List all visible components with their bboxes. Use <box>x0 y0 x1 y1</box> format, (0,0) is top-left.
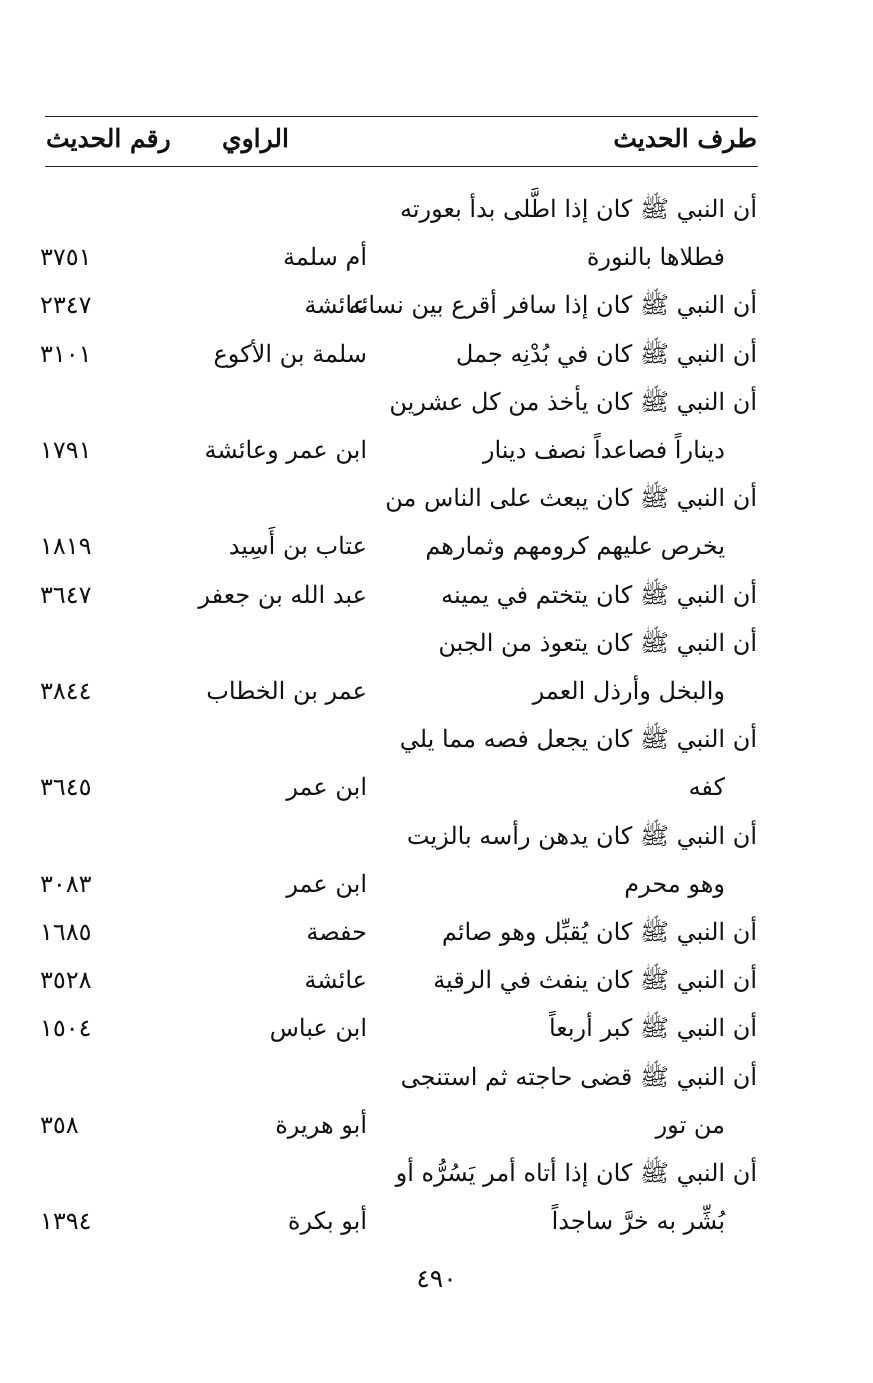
hadith-text: أن النبي ﷺ كان إذا سافر أقرع بين نسائه <box>348 291 757 320</box>
table-row <box>0 957 873 1005</box>
narrator: ابن عمر <box>286 773 367 802</box>
narrator: أبو بكرة <box>287 1207 367 1236</box>
table-row <box>0 1102 873 1150</box>
hadith-text: وهو محرم <box>624 869 725 898</box>
hadith-text: أن النبي ﷺ كان يدهن رأسه بالزيت <box>406 821 757 850</box>
table-row <box>0 1005 873 1053</box>
hadith-number: ٢٣٤٧ <box>40 291 92 320</box>
narrator: عتاب بن أَسِيد <box>228 532 367 561</box>
column-header-number: رقم الحديث <box>46 124 171 153</box>
narrator: حفصة <box>306 918 367 946</box>
table-row <box>0 379 873 427</box>
table-row <box>0 427 873 475</box>
hadith-number: ١٦٨٥ <box>40 918 92 946</box>
table-row <box>0 1054 873 1102</box>
table-row <box>0 234 873 282</box>
hadith-number: ١٧٩١ <box>40 436 92 464</box>
narrator: أبو هريرة <box>275 1110 367 1139</box>
table-row <box>0 813 873 861</box>
table-row <box>0 1150 873 1198</box>
table-row <box>0 909 873 957</box>
hadith-text: أن النبي ﷺ كان يُقبِّل وهو صائم <box>441 918 757 946</box>
narrator: ابن عمر وعائشة <box>204 436 367 464</box>
hadith-number: ١٨١٩ <box>40 532 92 561</box>
table-row <box>0 1198 873 1246</box>
hadith-text: أن النبي ﷺ قضى حاجته ثم استنجى <box>400 1062 757 1091</box>
table-row <box>0 764 873 812</box>
hadith-number: ٣٧٥١ <box>40 243 92 272</box>
table-row <box>0 716 873 764</box>
table-row <box>0 572 873 620</box>
hadith-text: يخرص عليهم كرومهم وثمارهم <box>425 532 725 561</box>
narrator: عائشة <box>304 291 367 320</box>
hadith-text: كفه <box>688 773 725 802</box>
narrator: عائشة <box>304 966 367 995</box>
table-row <box>0 523 873 571</box>
table-row <box>0 668 873 716</box>
table-row <box>0 475 873 523</box>
hadith-text: أن النبي ﷺ كان يأخذ من كل عشرين <box>389 387 757 416</box>
hadith-number: ٣٠٨٣ <box>40 869 92 898</box>
hadith-number: ٣٥٢٨ <box>40 966 92 995</box>
hadith-number: ٣١٠١ <box>40 339 92 368</box>
table-row <box>0 186 873 234</box>
hadith-number: ٣٨٤٤ <box>40 677 92 705</box>
table-row <box>0 861 873 909</box>
hadith-text: أن النبي ﷺ كان في بُدْنِه جمل <box>455 339 757 368</box>
hadith-text: أن النبي ﷺ كان يتختم في يمينه <box>441 580 757 609</box>
table-row <box>0 620 873 668</box>
table-row <box>0 282 873 330</box>
column-header-narrator: الراوي <box>222 124 289 153</box>
hadith-text: أن النبي ﷺ كان إذا أتاه أمر يَسُرُّه أو <box>395 1159 757 1187</box>
hadith-text: والبخل وأرذل العمر <box>532 677 725 705</box>
hadith-text: من تور <box>655 1110 725 1139</box>
hadith-text: بُشِّر به خرَّ ساجداً <box>551 1207 725 1236</box>
table-row <box>0 331 873 379</box>
hadith-number: ٣٥٨ <box>40 1110 79 1139</box>
hadith-text: أن النبي ﷺ كان يتعوذ من الجبن <box>438 628 757 657</box>
hadith-number: ١٣٩٤ <box>40 1207 92 1236</box>
hadith-number: ٣٦٤٧ <box>40 580 92 609</box>
hadith-text: أن النبي ﷺ كبر أربعاً <box>548 1014 757 1043</box>
hadith-number: ١٥٠٤ <box>40 1014 92 1043</box>
hadith-number: ٣٦٤٥ <box>40 773 92 802</box>
narrator: عبد الله بن جعفر <box>198 580 367 609</box>
narrator: ابن عمر <box>286 869 367 898</box>
narrator: عمر بن الخطاب <box>206 677 367 705</box>
column-header-hadith: طرف الحديث <box>613 124 757 153</box>
narrator: ابن عباس <box>269 1014 367 1043</box>
hadith-text: ديناراً فصاعداً نصف دينار <box>482 436 725 464</box>
hadith-text: أن النبي ﷺ كان يبعث على الناس من <box>385 484 757 513</box>
hadith-text: فطلاها بالنورة <box>586 243 725 272</box>
page-number: ٤٩٠ <box>416 1264 457 1293</box>
hadith-text: أن النبي ﷺ كان يجعل فصه مما يلي <box>399 725 757 754</box>
hadith-text: أن النبي ﷺ كان ينفث في الرقية <box>433 966 757 995</box>
narrator: سلمة بن الأكوع <box>213 339 367 368</box>
narrator: أم سلمة <box>283 243 367 272</box>
hadith-text: أن النبي ﷺ كان إذا اطَّلى بدأ بعورته <box>400 195 757 223</box>
